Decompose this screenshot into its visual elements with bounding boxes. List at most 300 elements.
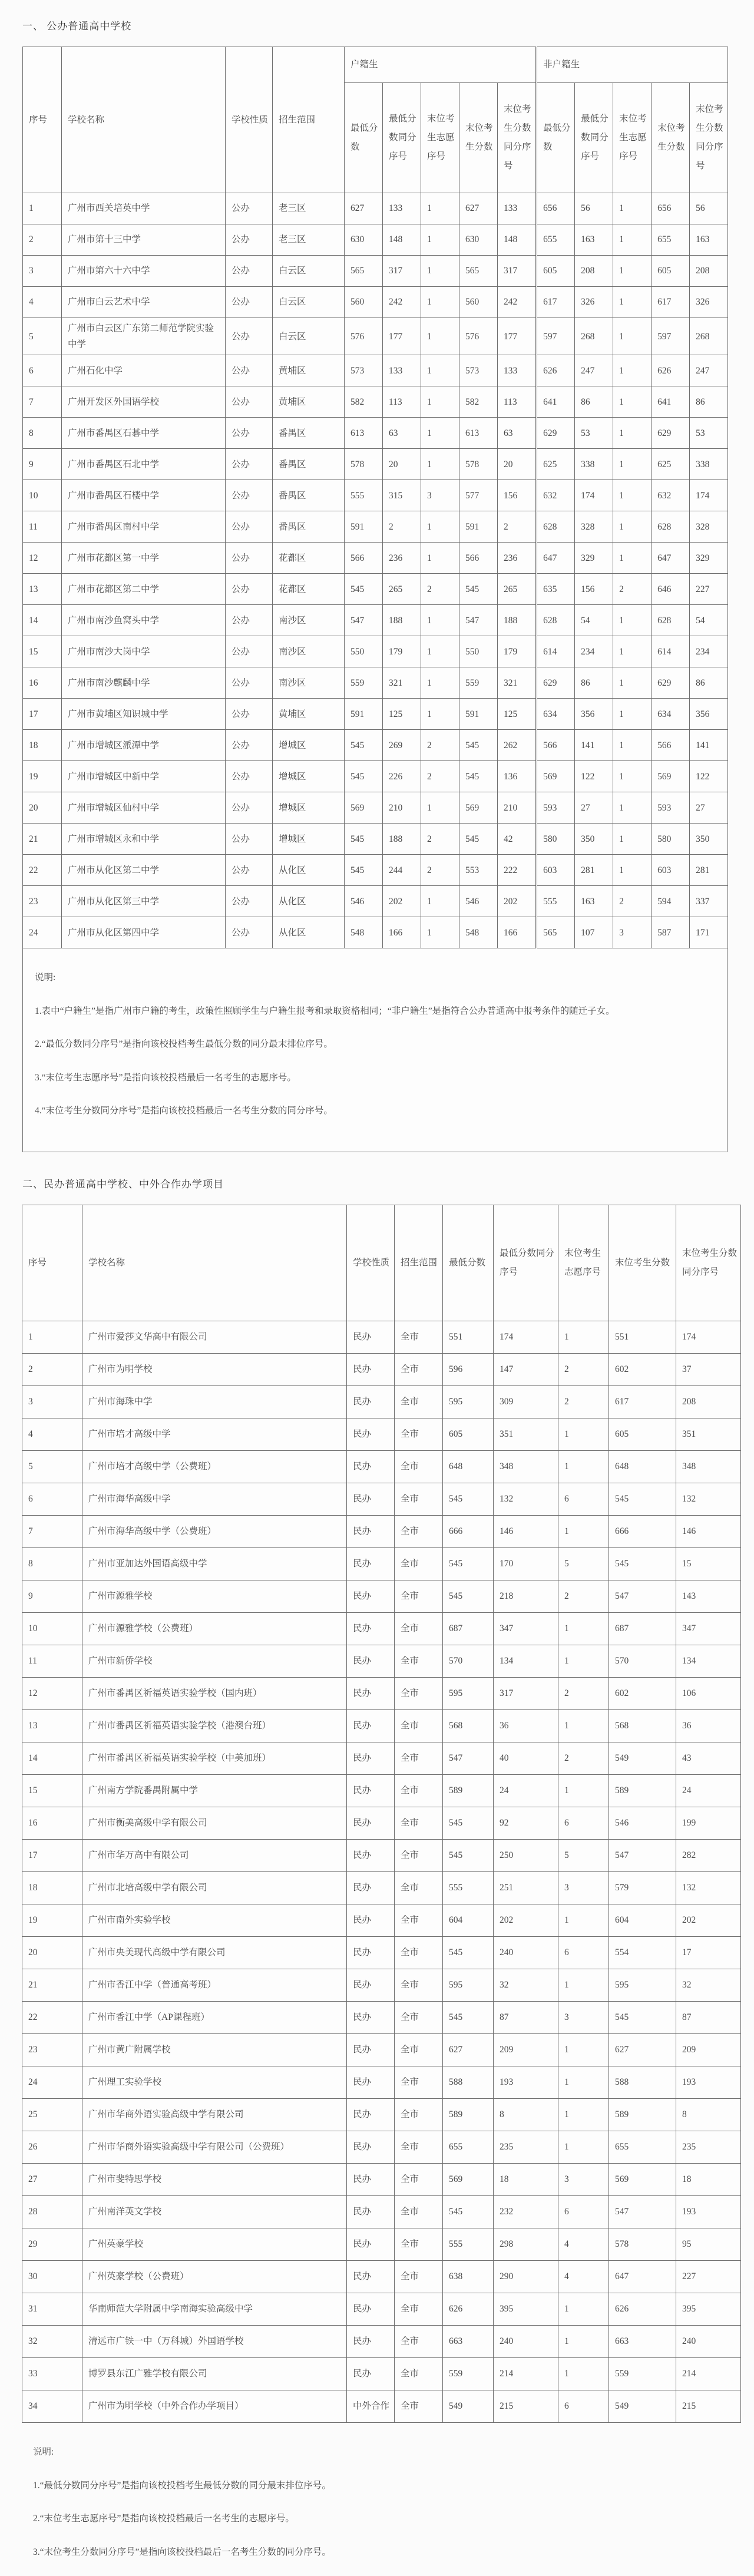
table-row [23, 605, 728, 636]
cell: 民办 [347, 1709, 395, 1742]
cell: 20 [383, 449, 421, 480]
note-item: 3.“末位考生志愿序号”是指向该校投档最后一名考生的志愿序号。 [35, 1072, 296, 1083]
cell: 630 [345, 224, 383, 256]
cell: 1 [558, 1450, 609, 1483]
cell: 广州市亚加达外国语高级中学 [82, 1547, 347, 1580]
cell: 629 [537, 667, 575, 699]
cell: 1 [421, 386, 459, 418]
column-header-last-score: 末位考生分数 [459, 83, 498, 193]
cell: 177 [498, 318, 537, 355]
cell: 全市 [395, 1871, 443, 1904]
cell: 553 [459, 855, 498, 886]
note-item: 2.“最低分数同分序号”是指向该校投档考生最低分数的同分最末排位序号。 [35, 1039, 333, 1050]
cell: 30 [22, 2260, 82, 2293]
cell: 广州英豪学校 [82, 2228, 347, 2260]
cell: 1 [558, 1709, 609, 1742]
cell: 547 [345, 605, 383, 636]
cell: 626 [443, 2293, 494, 2325]
cell: 122 [575, 761, 613, 792]
cell: 9 [23, 449, 62, 480]
cell: 广州市源雅学校（公费班） [82, 1612, 347, 1645]
cell: 6 [558, 1483, 609, 1515]
table-row [22, 1353, 741, 1385]
cell: 公办 [226, 886, 273, 917]
cell: 634 [537, 699, 575, 730]
cell: 全市 [395, 2260, 443, 2293]
table-row [23, 511, 728, 543]
cell: 18 [676, 2163, 741, 2195]
cell: 582 [459, 386, 498, 418]
cell: 597 [652, 318, 690, 355]
cell: 16 [23, 667, 62, 699]
cell: 208 [676, 1385, 741, 1418]
cell: 4 [23, 287, 62, 318]
cell: 548 [345, 917, 383, 948]
table-row [23, 886, 728, 917]
cell: 215 [676, 2390, 741, 2422]
cell: 1 [421, 193, 459, 224]
cell: 163 [575, 886, 613, 917]
cell: 2 [421, 574, 459, 605]
cell: 2 [498, 511, 537, 543]
cell: 3 [558, 2163, 609, 2195]
cell: 广州开发区外国语学校 [62, 386, 226, 418]
cell: 338 [575, 449, 613, 480]
cell: 591 [345, 511, 383, 543]
column-header-school: 学校名称 [82, 1205, 347, 1321]
cell: 9 [22, 1580, 82, 1612]
cell: 133 [383, 355, 421, 386]
cell: 614 [537, 636, 575, 667]
cell: 604 [443, 1904, 494, 1936]
cell: 1 [613, 256, 652, 287]
cell: 350 [575, 824, 613, 855]
cell: 133 [498, 355, 537, 386]
cell: 547 [459, 605, 498, 636]
table-row [22, 1742, 741, 1774]
cell: 全市 [395, 2131, 443, 2163]
cell: 603 [537, 855, 575, 886]
cell: 146 [494, 1515, 558, 1547]
cell: 3 [613, 917, 652, 948]
cell: 551 [609, 1321, 676, 1353]
cell: 578 [345, 449, 383, 480]
table-row [22, 1450, 741, 1483]
cell: 1 [613, 761, 652, 792]
table-row [23, 792, 728, 824]
cell: 632 [537, 480, 575, 511]
cell: 19 [22, 1904, 82, 1936]
cell: 247 [575, 355, 613, 386]
cell: 1 [421, 449, 459, 480]
cell: 全市 [395, 2357, 443, 2390]
cell: 315 [383, 480, 421, 511]
cell: 268 [690, 318, 728, 355]
table-row [22, 1580, 741, 1612]
cell: 南沙区 [273, 605, 345, 636]
cell: 37 [676, 1353, 741, 1385]
cell: 559 [345, 667, 383, 699]
cell: 147 [494, 1353, 558, 1385]
cell: 20 [22, 1936, 82, 1969]
cell: 23 [22, 2033, 82, 2066]
cell: 民办 [347, 2001, 395, 2033]
cell: 广州市海珠中学 [82, 1385, 347, 1418]
column-header-min-score: 最低分数 [443, 1205, 494, 1321]
cell: 广州市花都区第一中学 [62, 543, 226, 574]
cell: 1 [421, 355, 459, 386]
cell: 2 [558, 1580, 609, 1612]
cell: 黄埔区 [273, 386, 345, 418]
cell: 民办 [347, 1936, 395, 1969]
cell: 18 [494, 2163, 558, 2195]
cell: 民办 [347, 1904, 395, 1936]
cell: 87 [494, 2001, 558, 2033]
cell: 268 [575, 318, 613, 355]
cell: 648 [609, 1450, 676, 1483]
cell: 6 [558, 1807, 609, 1839]
column-header-nature: 学校性质 [226, 47, 273, 193]
cell: 民办 [347, 1321, 395, 1353]
column-header-last-choice-no: 末位考生志愿序号 [421, 83, 459, 193]
cell: 民办 [347, 1483, 395, 1515]
cell: 42 [498, 824, 537, 855]
cell: 113 [383, 386, 421, 418]
table-row [22, 1385, 741, 1418]
cell: 54 [690, 605, 728, 636]
cell: 5 [558, 1839, 609, 1871]
cell: 179 [498, 636, 537, 667]
cell: 10 [22, 1612, 82, 1645]
cell: 281 [690, 855, 728, 886]
cell: 597 [537, 318, 575, 355]
cell: 全市 [395, 2325, 443, 2357]
cell: 公办 [226, 511, 273, 543]
cell: 17 [23, 699, 62, 730]
cell: 171 [690, 917, 728, 948]
cell: 民办 [347, 1871, 395, 1904]
cell: 348 [676, 1450, 741, 1483]
cell: 588 [609, 2066, 676, 2098]
cell: 全市 [395, 2098, 443, 2131]
cell: 591 [345, 699, 383, 730]
cell: 107 [575, 917, 613, 948]
cell: 236 [498, 543, 537, 574]
cell: 民办 [347, 1969, 395, 2001]
cell: 广州南洋英文学校 [82, 2195, 347, 2228]
cell: 236 [383, 543, 421, 574]
cell: 125 [498, 699, 537, 730]
cell: 广州市斐特思学校 [82, 2163, 347, 2195]
cell: 1 [613, 449, 652, 480]
cell: 5 [23, 318, 62, 355]
cell: 569 [345, 792, 383, 824]
cell: 545 [609, 1547, 676, 1580]
cell: 1 [421, 667, 459, 699]
cell: 156 [575, 574, 613, 605]
cell: 545 [345, 730, 383, 761]
cell: 602 [609, 1677, 676, 1709]
cell: 6 [23, 355, 62, 386]
cell: 210 [383, 792, 421, 824]
cell: 1 [22, 1321, 82, 1353]
cell: 白云区 [273, 287, 345, 318]
cell: 民办 [347, 1807, 395, 1839]
cell: 全市 [395, 1839, 443, 1871]
private-table-header [22, 1205, 741, 1321]
cell: 656 [652, 193, 690, 224]
cell: 595 [443, 1385, 494, 1418]
table-row [22, 1645, 741, 1677]
cell: 1 [613, 636, 652, 667]
cell: 广州市第十三中学 [62, 224, 226, 256]
cell: 24 [494, 1774, 558, 1807]
cell: 17 [22, 1839, 82, 1871]
cell: 32 [676, 1969, 741, 2001]
cell: 广州市北培高级中学有限公司 [82, 1871, 347, 1904]
cell: 555 [345, 480, 383, 511]
cell: 208 [575, 256, 613, 287]
cell: 29 [22, 2228, 82, 2260]
table-row [23, 480, 728, 511]
cell: 136 [498, 761, 537, 792]
cell: 全市 [395, 1774, 443, 1807]
header-group-row [23, 47, 728, 83]
column-header-school: 学校名称 [62, 47, 226, 193]
cell: 627 [443, 2033, 494, 2066]
cell: 23 [23, 886, 62, 917]
cell: 公办 [226, 792, 273, 824]
cell: 56 [690, 193, 728, 224]
table-row [22, 2033, 741, 2066]
cell: 627 [609, 2033, 676, 2066]
cell: 广州市香江中学（普通高考班） [82, 1969, 347, 2001]
cell: 628 [537, 511, 575, 543]
table-row [22, 2325, 741, 2357]
cell: 民办 [347, 1580, 395, 1612]
cell: 公办 [226, 543, 273, 574]
cell: 全市 [395, 1385, 443, 1418]
cell: 222 [498, 855, 537, 886]
cell: 351 [676, 1418, 741, 1450]
cell: 广州市番禺区石北中学 [62, 449, 226, 480]
cell: 民办 [347, 2357, 395, 2390]
cell: 24 [676, 1774, 741, 1807]
cell: 27 [575, 792, 613, 824]
cell: 民办 [347, 1515, 395, 1547]
cell: 广州市香江中学（AP课程班） [82, 2001, 347, 2033]
cell: 广州市增城区仙村中学 [62, 792, 226, 824]
cell: 210 [498, 792, 537, 824]
cell: 251 [494, 1871, 558, 1904]
cell: 广州市培才高级中学（公费班） [82, 1450, 347, 1483]
cell: 202 [494, 1904, 558, 1936]
public-table-header [23, 47, 728, 193]
cell: 545 [443, 1936, 494, 1969]
cell: 545 [459, 824, 498, 855]
cell: 580 [537, 824, 575, 855]
cell: 广州市从化区第四中学 [62, 917, 226, 948]
cell: 566 [652, 730, 690, 761]
cell: 广州市黄埔区知识城中学 [62, 699, 226, 730]
cell: 1 [613, 699, 652, 730]
cell: 545 [443, 1547, 494, 1580]
cell: 555 [537, 886, 575, 917]
table-row [22, 1871, 741, 1904]
cell: 546 [459, 886, 498, 917]
cell: 549 [443, 2390, 494, 2422]
cell: 全市 [395, 2195, 443, 2228]
cell: 2 [22, 1353, 82, 1385]
cell: 广州市南外实验学校 [82, 1904, 347, 1936]
table-row [23, 855, 728, 886]
cell: 569 [609, 2163, 676, 2195]
cell: 3 [23, 256, 62, 287]
cell: 565 [345, 256, 383, 287]
cell: 1 [613, 287, 652, 318]
cell: 1 [421, 543, 459, 574]
cell: 687 [609, 1612, 676, 1645]
cell: 1 [421, 792, 459, 824]
cell: 550 [345, 636, 383, 667]
cell: 1 [421, 318, 459, 355]
cell: 648 [443, 1450, 494, 1483]
cell: 1 [558, 2325, 609, 2357]
cell: 7 [22, 1515, 82, 1547]
table-row [22, 2001, 741, 2033]
cell: 36 [676, 1709, 741, 1742]
cell: 326 [575, 287, 613, 318]
cell: 花都区 [273, 543, 345, 574]
cell: 17 [676, 1936, 741, 1969]
cell: 193 [676, 2066, 741, 2098]
cell: 240 [494, 1936, 558, 1969]
cell: 13 [23, 574, 62, 605]
cell: 公办 [226, 917, 273, 948]
table-row [22, 1515, 741, 1547]
cell: 广州市花都区第二中学 [62, 574, 226, 605]
cell: 1 [558, 2357, 609, 2390]
cell: 3 [558, 2001, 609, 2033]
cell: 老三区 [273, 193, 345, 224]
cell: 广州南方学院番禺附属中学 [82, 1774, 347, 1807]
cell: 602 [609, 1353, 676, 1385]
cell: 3 [421, 480, 459, 511]
cell: 1 [421, 917, 459, 948]
cell: 全市 [395, 1936, 443, 1969]
cell: 公办 [226, 824, 273, 855]
cell: 全市 [395, 1580, 443, 1612]
cell: 309 [494, 1385, 558, 1418]
cell: 265 [498, 574, 537, 605]
cell: 588 [443, 2066, 494, 2098]
cell: 民办 [347, 2098, 395, 2131]
cell: 公办 [226, 386, 273, 418]
cell: 281 [575, 855, 613, 886]
cell: 全市 [395, 2228, 443, 2260]
table-row [23, 761, 728, 792]
cell: 298 [494, 2228, 558, 2260]
cell: 公办 [226, 449, 273, 480]
cell: 629 [537, 418, 575, 449]
cell: 19 [23, 761, 62, 792]
cell: 黄埔区 [273, 699, 345, 730]
cell: 317 [494, 1677, 558, 1709]
cell: 347 [494, 1612, 558, 1645]
cell: 广州市衡美高级中学有限公司 [82, 1807, 347, 1839]
table-row [23, 574, 728, 605]
cell: 329 [575, 543, 613, 574]
cell: 1 [558, 1321, 609, 1353]
cell: 559 [609, 2357, 676, 2390]
cell: 550 [459, 636, 498, 667]
cell: 广州市白云区广东第二师范学院实验中学 [62, 318, 226, 355]
cell: 1 [558, 1645, 609, 1677]
table-row [22, 2163, 741, 2195]
cell: 4 [22, 1418, 82, 1450]
cell: 573 [345, 355, 383, 386]
cell: 华南师范大学附属中学南海实验高级中学 [82, 2293, 347, 2325]
cell: 公办 [226, 605, 273, 636]
cell: 559 [459, 667, 498, 699]
cell: 全市 [395, 1353, 443, 1385]
cell: 民办 [347, 2325, 395, 2357]
cell: 545 [459, 730, 498, 761]
cell: 629 [652, 418, 690, 449]
cell: 广州市番禺区石楼中学 [62, 480, 226, 511]
cell: 614 [652, 636, 690, 667]
cell: 15 [676, 1547, 741, 1580]
cell: 576 [345, 318, 383, 355]
cell: 549 [609, 1742, 676, 1774]
cell: 8 [494, 2098, 558, 2131]
cell: 208 [690, 256, 728, 287]
cell: 559 [443, 2357, 494, 2390]
cell: 花都区 [273, 574, 345, 605]
cell: 40 [494, 1742, 558, 1774]
cell: 188 [383, 824, 421, 855]
cell: 广州市黄广附属学校 [82, 2033, 347, 2066]
cell: 10 [23, 480, 62, 511]
table-row [22, 2098, 741, 2131]
cell: 290 [494, 2260, 558, 2293]
cell: 545 [443, 1839, 494, 1871]
cell: 广州市从化区第二中学 [62, 855, 226, 886]
cell: 328 [575, 511, 613, 543]
cell: 87 [676, 2001, 741, 2033]
cell: 579 [609, 1871, 676, 1904]
cell: 545 [345, 855, 383, 886]
cell: 209 [494, 2033, 558, 2066]
cell: 193 [494, 2066, 558, 2098]
cell: 663 [609, 2325, 676, 2357]
cell: 628 [652, 511, 690, 543]
cell: 656 [537, 193, 575, 224]
cell: 560 [459, 287, 498, 318]
table-row [22, 2357, 741, 2390]
cell: 1 [558, 2098, 609, 2131]
cell: 民办 [347, 2293, 395, 2325]
table-row [22, 1904, 741, 1936]
cell: 569 [459, 792, 498, 824]
cell: 广州市央美现代高级中学有限公司 [82, 1936, 347, 1969]
cell: 242 [498, 287, 537, 318]
cell: 1 [421, 886, 459, 917]
cell: 227 [676, 2260, 741, 2293]
cell: 广州市海华高级中学 [82, 1483, 347, 1515]
cell: 560 [345, 287, 383, 318]
cell: 4 [558, 2260, 609, 2293]
